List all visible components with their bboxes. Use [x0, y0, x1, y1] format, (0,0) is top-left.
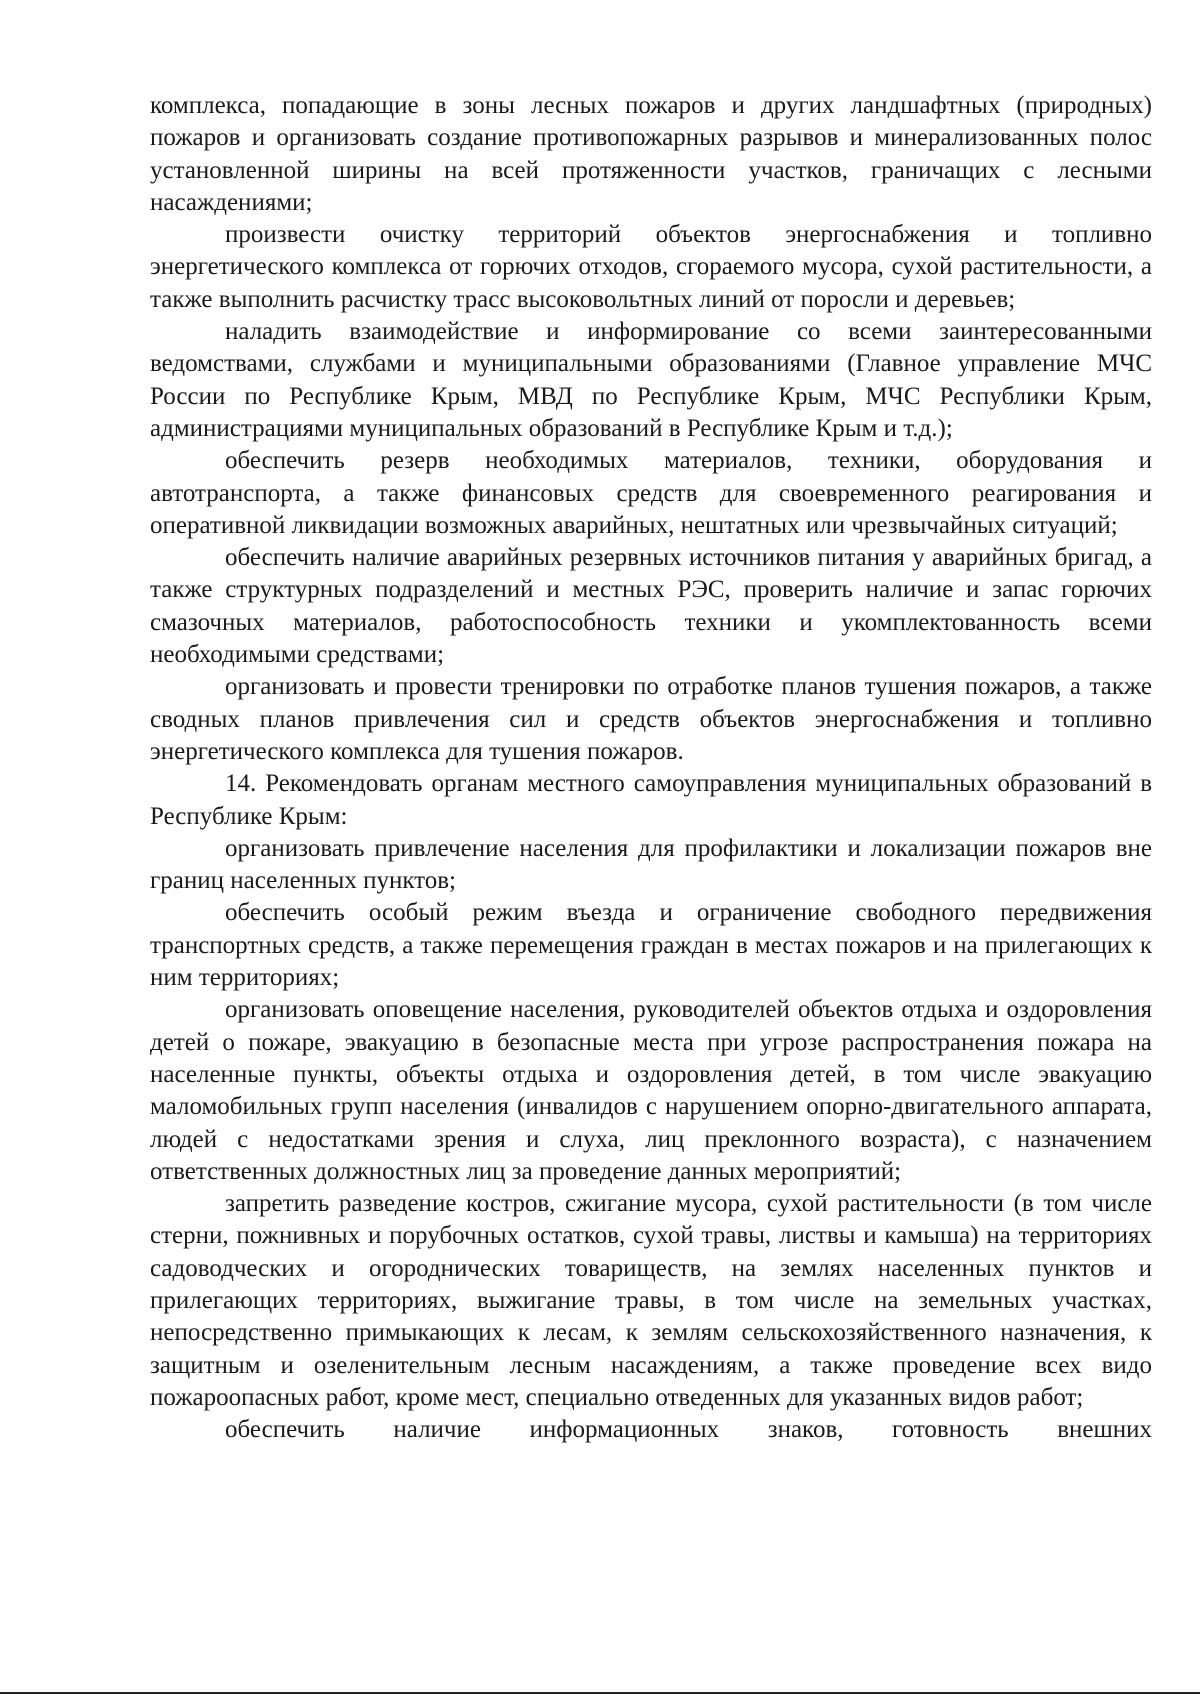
paragraph: организовать и провести тренировки по отработке планов тушения пожаров, а также сводных планов привлечения сил и средств объектов энергоснабжения и топливно энергетического комплекса для тушения пожаров.	[150, 673, 1152, 765]
paragraph: запретить разведение костров, сжигание мусора, сухой растительности (в том числе стерни, пожнивных и порубочных остатков, сухой травы, листвы и камыша) на территориях садоводческих и огороднических товариществ, на землях населенных пунктов и прилегающих территориях, выжигание травы, в том числе на земельных участках, непосредственно примыкающих к лесам, к землям сельскохозяйственного назначения, к защитным и озеленительным лесным насаждениям, а также проведение всех видо пожароопасных работ, кроме мест, специально отведенных для указанных видов работ;	[150, 1190, 1152, 1411]
paragraph: обеспечить особый режим въезда и ограничение свободного передвижения транспортных средств, а также перемещения граждан в местах пожаров и на прилегающих к ним территориях;	[150, 899, 1152, 992]
paragraph: обеспечить наличие аварийных резервных источников питания у аварийных бригад, а также структурных подразделений и местных РЭС, проверить наличие и запас горючих смазочных материалов, работоспособность техники и укомплектованность всеми необходимыми средствами;	[150, 544, 1152, 669]
page-bottom-border	[0, 1692, 1200, 1694]
paragraph: обеспечить резерв необходимых материалов, техники, оборудования и автотранспорта, а также финансовых средств для своевременного реагирования и оперативной ликвидации возможных аварийных, нештатных или чрезвычайных ситуаций;	[150, 447, 1152, 539]
paragraph: организовать оповещение населения, руководителей объектов отдыха и оздоровления детей о пожаре, эвакуацию в безопасные места при угрозе распространения пожара на населенные пункты, объекты отдыха и оздоровления детей, в том числе эвакуацию маломобильных групп населения (инвалидов с нарушением опорно-двигательного аппарата, людей с недостатками зрения и слуха, лиц преклонного возраста), с назначением ответственных должностных лиц за проведение данных мероприятий;	[150, 996, 1152, 1185]
paragraph: произвести очистку территорий объектов энергоснабжения и топливно энергетического комплекса от горючих отходов, сгораемого мусора, сухой растительности, а также выполнить расчистку трасс высоковольтных линий от поросли и деревьев;	[150, 221, 1152, 313]
paragraph-continuation: комплекса, попадающие в зоны лесных пожаров и других ландшафтных (природных) пожаров и организовать создание противопожарных разрывов и минерализованных полос установленной ширины на всей протяженности участков, граничащих с лесными насаждениями;	[150, 92, 1152, 216]
paragraph: организовать привлечение населения для профилактики и локализации пожаров вне границ населенных пунктов;	[150, 834, 1152, 895]
paragraph-truncated: обеспечить наличие информационных знаков, готовность внешних	[225, 1416, 1152, 1444]
numbered-paragraph-14: 14. Рекомендовать органам местного самоуправления муниципальных образований в Республике Крым:	[150, 770, 1152, 830]
document-body	[150, 90, 1152, 1446]
paragraph: наладить взаимодействие и информирование со всеми заинтересованными ведомствами, службами и муниципальными образованиями (Главное управление МЧС России по Республике Крым, МВД по Республике Крым, МЧС Республики Крым, администрациями муниципальных образований в Республике Крым и т.д.);	[150, 318, 1152, 442]
